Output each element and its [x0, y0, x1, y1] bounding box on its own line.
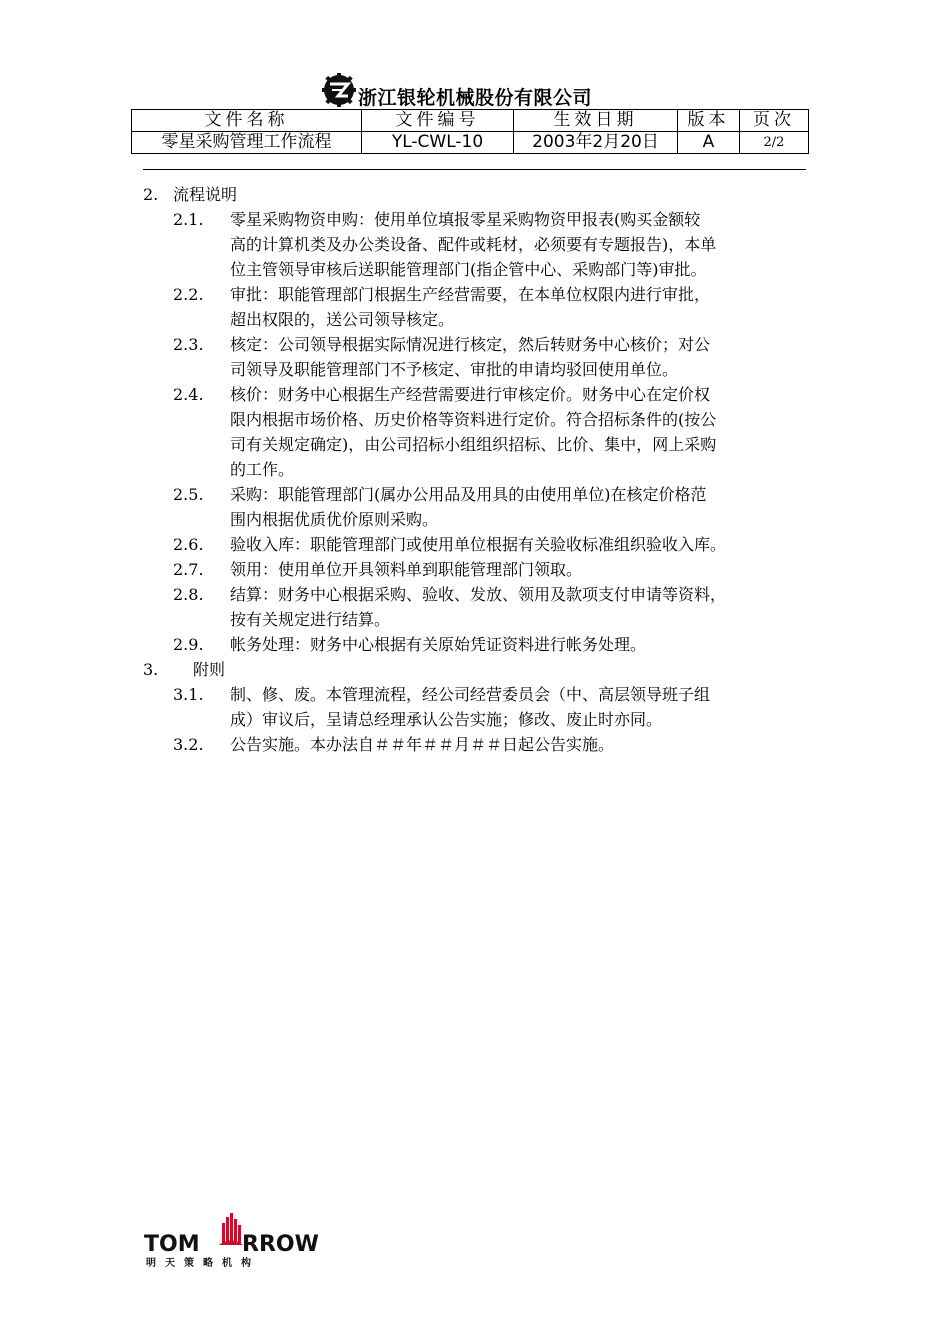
section-3-number: 3.: [143, 660, 159, 679]
item-2-9-number: 2.9.: [173, 635, 204, 654]
item-2-8-line: 按有关规定进行结算。: [230, 610, 391, 629]
footer-subtitle: 明天策略机构: [146, 1258, 260, 1269]
header-bottom-rule: [143, 169, 806, 170]
item-2-5-number: 2.5.: [173, 485, 204, 504]
section-2-title: 流程说明: [173, 185, 238, 204]
item-2-1-line: 高的计算机类及办公类设备、配件或耗材，必须要有专题报告)，本单: [230, 235, 717, 254]
item-3-1-number: 3.1.: [173, 685, 204, 704]
item-2-4-line: 核价：财务中心根据生产经营需要进行审核定价。财务中心在定价权: [230, 385, 711, 404]
item-2-2-number: 2.2.: [173, 285, 204, 304]
meta-header-version: 版本: [678, 110, 740, 132]
meta-effective-date: 2003年2月20日: [514, 132, 678, 154]
tomorrow-skyline-logo-icon: [143, 1213, 319, 1269]
section-3-title: 附则: [193, 660, 226, 679]
meta-doc-name: 零星采购管理工作流程: [132, 132, 362, 154]
item-2-1-line: 位主管领导审核后送职能管理部门(指企管中心、采购部门等)审批。: [230, 260, 707, 279]
item-2-1-number: 2.1.: [173, 210, 204, 229]
item-2-4-number: 2.4.: [173, 385, 204, 404]
item-2-4-line: 限内根据市场价格、历史价格等资料进行定价。符合招标条件的(按公: [230, 410, 717, 429]
meta-header-number: 文件编号: [362, 110, 514, 132]
item-2-7-number: 2.7.: [173, 560, 204, 579]
meta-header-name: 文件名称: [132, 110, 362, 132]
item-2-3-number: 2.3.: [173, 335, 204, 354]
company-name: 浙江银轮机械股份有限公司: [358, 86, 593, 109]
meta-value-row: [132, 132, 809, 154]
meta-header-date: 生效日期: [514, 110, 678, 132]
item-2-6-number: 2.6.: [173, 535, 204, 554]
item-2-4-line: 的工作。: [230, 460, 295, 479]
meta-doc-number: YL-CWL-10: [362, 132, 514, 154]
footer-brand-left: TOM: [144, 1232, 200, 1257]
section-2-number: 2.: [143, 185, 159, 204]
footer-brand: [143, 1213, 319, 1269]
item-2-8-line: 结算：财务中心根据采购、验收、发放、领用及款项支付申请等资料，: [230, 585, 727, 604]
item-2-5-line: 围内根据优质优价原则采购。: [230, 510, 439, 529]
item-2-1-line: 零星采购物资申购：使用单位填报零星采购物资甲报表(购买金额较: [230, 210, 701, 229]
item-2-2-line: 审批：职能管理部门根据生产经营需要，在本单位权限内进行审批，: [230, 285, 711, 304]
meta-page: 2/2: [740, 132, 809, 154]
item-2-4-line: 司有关规定确定)，由公司招标小组组织招标、比价、集中，网上采购: [230, 435, 717, 454]
item-2-3-line: 核定：公司领导根据实际情况进行核定，然后转财务中心核价；对公: [230, 335, 711, 354]
meta-version: A: [678, 132, 740, 154]
item-2-5-line: 采购：职能管理部门(属办公用品及用具的由使用单位)在核定价格范: [230, 485, 707, 504]
item-2-7-line: 领用：使用单位开具领料单到职能管理部门领取。: [230, 560, 583, 579]
meta-header-row: [132, 110, 809, 132]
item-3-2-number: 3.2.: [173, 735, 204, 754]
item-2-2-line: 超出权限的，送公司领导核定。: [230, 310, 455, 329]
meta-header-page: 页次: [740, 110, 809, 132]
item-2-8-number: 2.8.: [173, 585, 204, 604]
item-3-1-line: 成）审议后，呈请总经理承认公告实施；修改、废止时亦同。: [230, 710, 663, 729]
document-meta-table: [131, 109, 809, 154]
footer-brand-right: RROW: [242, 1232, 319, 1257]
item-3-2-line: 公告实施。本办法自＃＃年＃＃月＃＃日起公告实施。: [230, 735, 615, 754]
yinlun-gear-logo-icon: [322, 73, 356, 107]
item-2-6-line: 验收入库：职能管理部门或使用单位根据有关验收标准组织验收入库。: [230, 535, 727, 554]
item-2-3-line: 司领导及职能管理部门不予核定、审批的申请均驳回使用单位。: [230, 360, 679, 379]
company-header: [322, 70, 592, 110]
item-2-9-line: 帐务处理：财务中心根据有关原始凭证资料进行帐务处理。: [230, 635, 647, 654]
item-3-1-line: 制、修、废。本管理流程，经公司经营委员会（中、高层领导班子组: [230, 685, 711, 704]
